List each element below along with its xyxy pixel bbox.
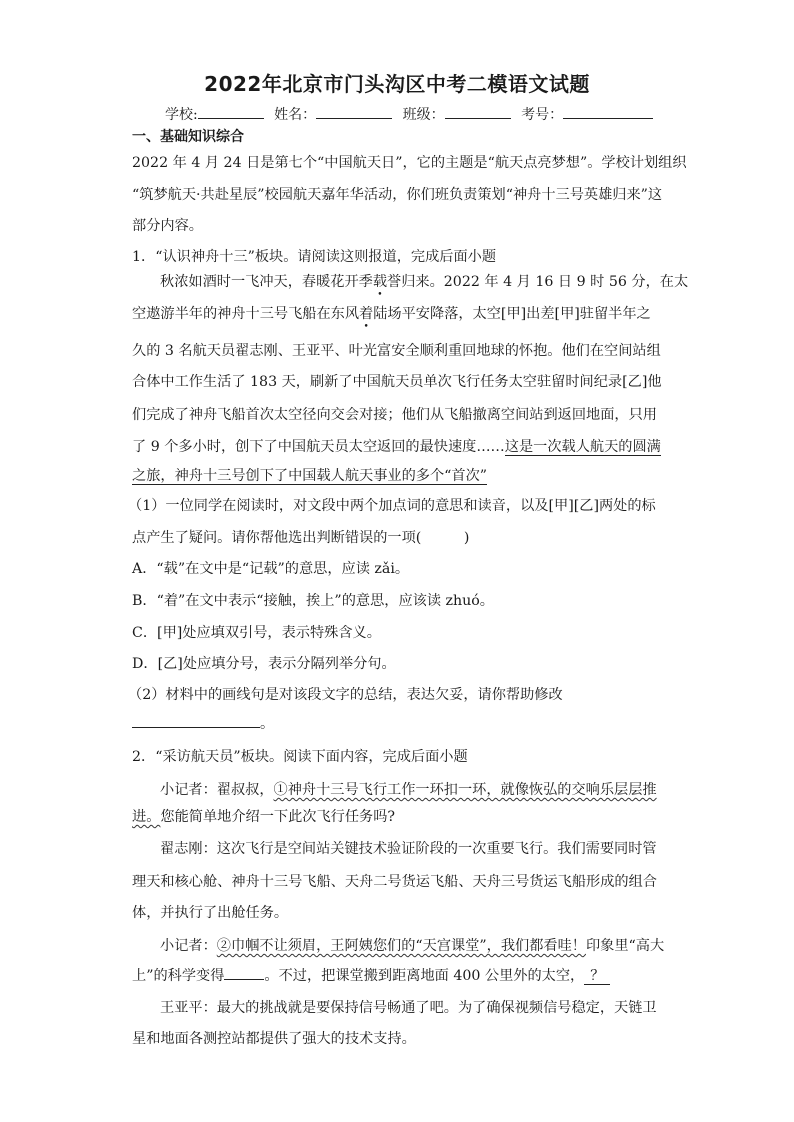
number-label: 考号： — [521, 107, 564, 123]
wavy-sentence-2: ②巾帼不让须眉，王阿姨您们的“天宫课堂”，我们都看哇！ — [216, 938, 586, 954]
dialogue-3-line-1: 小记者：②巾帼不让须眉，王阿姨您们的“天宫课堂”，我们都看哇！印象里“高大 — [160, 938, 665, 954]
dialogue-4-line-2: 星和地面各测控站都提供了强大的技术支持。 — [132, 1031, 416, 1047]
underlined-sentence-part2: 之旅，神舟十三号创下了中国载人航天事业的多个“首次” — [132, 468, 488, 484]
passage-line-1: 秋浓如酒时一飞冲天，春暖花开季载誉归来。2022 年 4 月 16 日 9 时 56 分，在太 — [160, 274, 689, 290]
number-blank[interactable] — [563, 104, 653, 119]
dotted-word-zai: 载 — [372, 274, 388, 290]
wavy-sentence-1: ①神舟十三号飞行工作一环扣一环，就像恢弘的交响乐层层推 — [273, 782, 657, 798]
question-1-heading: 1．“认识神舟十三”板块。请阅读这则报道，完成后面小题 — [132, 249, 497, 265]
dotted-word-zhuo: 着 — [359, 306, 374, 322]
intro-line-3: 部分内容。 — [132, 218, 203, 234]
sub-question-2: （2）材料中的画线句是对该段文字的总结，表达欠妥，请你帮助修改 — [128, 687, 563, 703]
passage-line-2: 空遨游半年的神舟十三号飞船在东风着陆场平安降落，太空[甲]出差[甲]驻留半年之 — [132, 306, 651, 322]
option-a[interactable]: A．“载”在文中是“记载”的意思，应读 zǎi。 — [132, 561, 410, 577]
dialogue-2-line-1: 翟志刚：这次飞行是空间站关键技术验证阶段的一次重要飞行。我们需要同时管 — [160, 841, 657, 857]
option-b[interactable]: B．“着”在文中表示“接触，挨上”的意思，应该读 zhuó。 — [132, 593, 494, 609]
sub-question-1-line-2: 点产生了疑问。请你帮他选出判断错误的一项( ) — [132, 530, 470, 546]
fill-blank[interactable] — [224, 965, 264, 980]
school-blank[interactable] — [198, 104, 264, 119]
dialogue-1-line-2: 进。您能简单地介绍一下此次飞行任务吗? — [132, 809, 395, 825]
wavy-sentence-1-end: 进。 — [132, 809, 161, 825]
passage-line-7 — [132, 465, 487, 485]
intro-line-2: “筑梦航天·共赴星辰”校园航天嘉年华活动，你们班负责策划“神舟十三号英雄归来”这 — [132, 187, 663, 203]
section-heading: 一、基础知识综合 — [132, 129, 244, 145]
answer-blank[interactable] — [132, 713, 260, 728]
dialogue-2-line-2: 理天和核心舱、神舟十三号飞船、天舟二号货运飞船、天舟三号货运飞船形成的组合 — [132, 874, 657, 890]
passage-line-5: 们完成了神舟飞船首次太空径向交会对接；他们从飞船撤离空间站到返回地面，只用 — [132, 407, 657, 423]
answer-line-2: 。 — [132, 713, 274, 733]
question-2-heading: 2．“采访航天员”板块。阅读下面内容，完成后面小题 — [132, 749, 468, 765]
class-label: 班级： — [402, 107, 445, 123]
name-blank[interactable] — [316, 104, 392, 119]
class-blank[interactable] — [445, 104, 511, 119]
name-label: 姓名： — [274, 107, 317, 123]
underlined-sentence-part1: 这是一次载人航天的圆满 — [504, 439, 661, 455]
dialogue-3-line-2: 上”的科学变得 。不过，把课堂搬到距离地面 400 公里外的太空， ？ — [132, 965, 610, 985]
passage-line-6: 了 9 个多小时，创下了中国航天员太空返回的最快速度……这是一次载人航天的圆满 — [132, 439, 661, 455]
page-title: 2022年北京市门头沟区中考二模语文试题 — [204, 72, 590, 96]
option-d[interactable]: D．[乙]处应填分号，表示分隔列举分句。 — [132, 656, 396, 672]
passage-line-4: 合体中工作生活了 183 天，刷新了中国航天员单次飞行任务太空驻留时间纪录[乙]他 — [132, 374, 662, 390]
dialogue-2-line-3: 体，并执行了出舱任务。 — [132, 905, 289, 921]
option-c[interactable]: C．[甲]处应填双引号，表示特殊含义。 — [132, 625, 381, 641]
student-info-line — [165, 104, 659, 124]
intro-line-1: 2022 年 4 月 24 日是第七个“中国航天日”，它的主题是“航天点亮梦想”。学校计划组织 — [132, 155, 687, 171]
passage-line-3: 久的 3 名航天员翟志刚、王亚平、叶光富安全顺利重回地球的怀抱。他们在空间站组 — [132, 343, 661, 359]
sub-question-1-line-1: （1）一位同学在阅读时，对文段中两个加点词的意思和读音，以及[甲][乙]两处的标 — [128, 498, 656, 514]
dialogue-1-line-1: 小记者：翟叔叔，①神舟十三号飞行工作一环扣一环，就像恢弘的交响乐层层推 — [160, 782, 657, 798]
dialogue-4-line-1: 王亚平：最大的挑战就是要保持信号畅通了吧。为了确保视频信号稳定，天链卫 — [160, 1000, 657, 1016]
school-label: 学校: — [165, 107, 198, 123]
question-mark-blank[interactable]: ？ — [584, 968, 610, 985]
